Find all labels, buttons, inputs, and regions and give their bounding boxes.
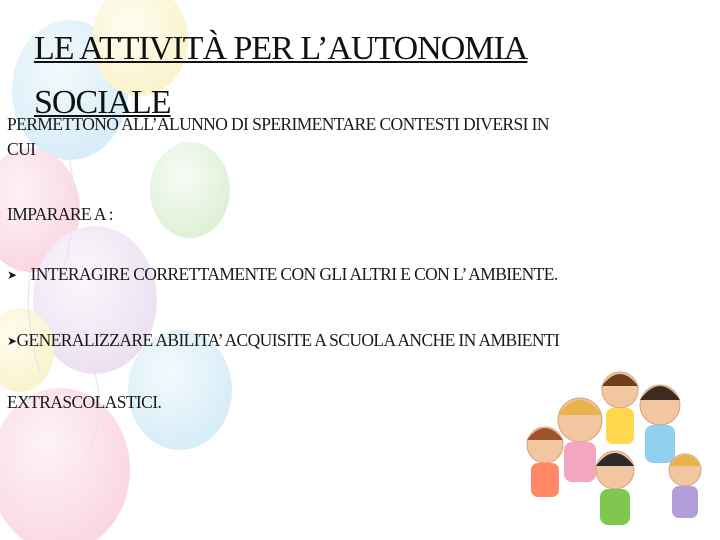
intro-text: PERMETTONO ALL’ALUNNO DI SPERIMENTARE CONTESTI DIVERSI IN CUI [7,114,549,159]
bullet-text: INTERAGIRE CORRETTAMENTE CON GLI ALTRI E CON L’ AMBIENTE. [30,264,558,284]
bullet-continuation: EXTRASCOLASTICI. [7,392,162,412]
bullet-item-interact [7,262,558,288]
arrowhead-bullet-icon: ➤ [7,334,17,348]
bullet-text: GENERALIZZARE ABILITA’ ACQUISITE A SCUOLA ANCHE IN AMBIENTI [16,330,560,350]
arrowhead-bullet-icon: ➤ [7,268,17,282]
children-illustration-icon [520,360,710,530]
slide-title: LE ATTIVITÀ PER L’AUTONOMIA SOCIALE [34,30,528,121]
learn-label: IMPARARE A : [7,204,113,224]
bullet-item-generalize [7,328,559,354]
